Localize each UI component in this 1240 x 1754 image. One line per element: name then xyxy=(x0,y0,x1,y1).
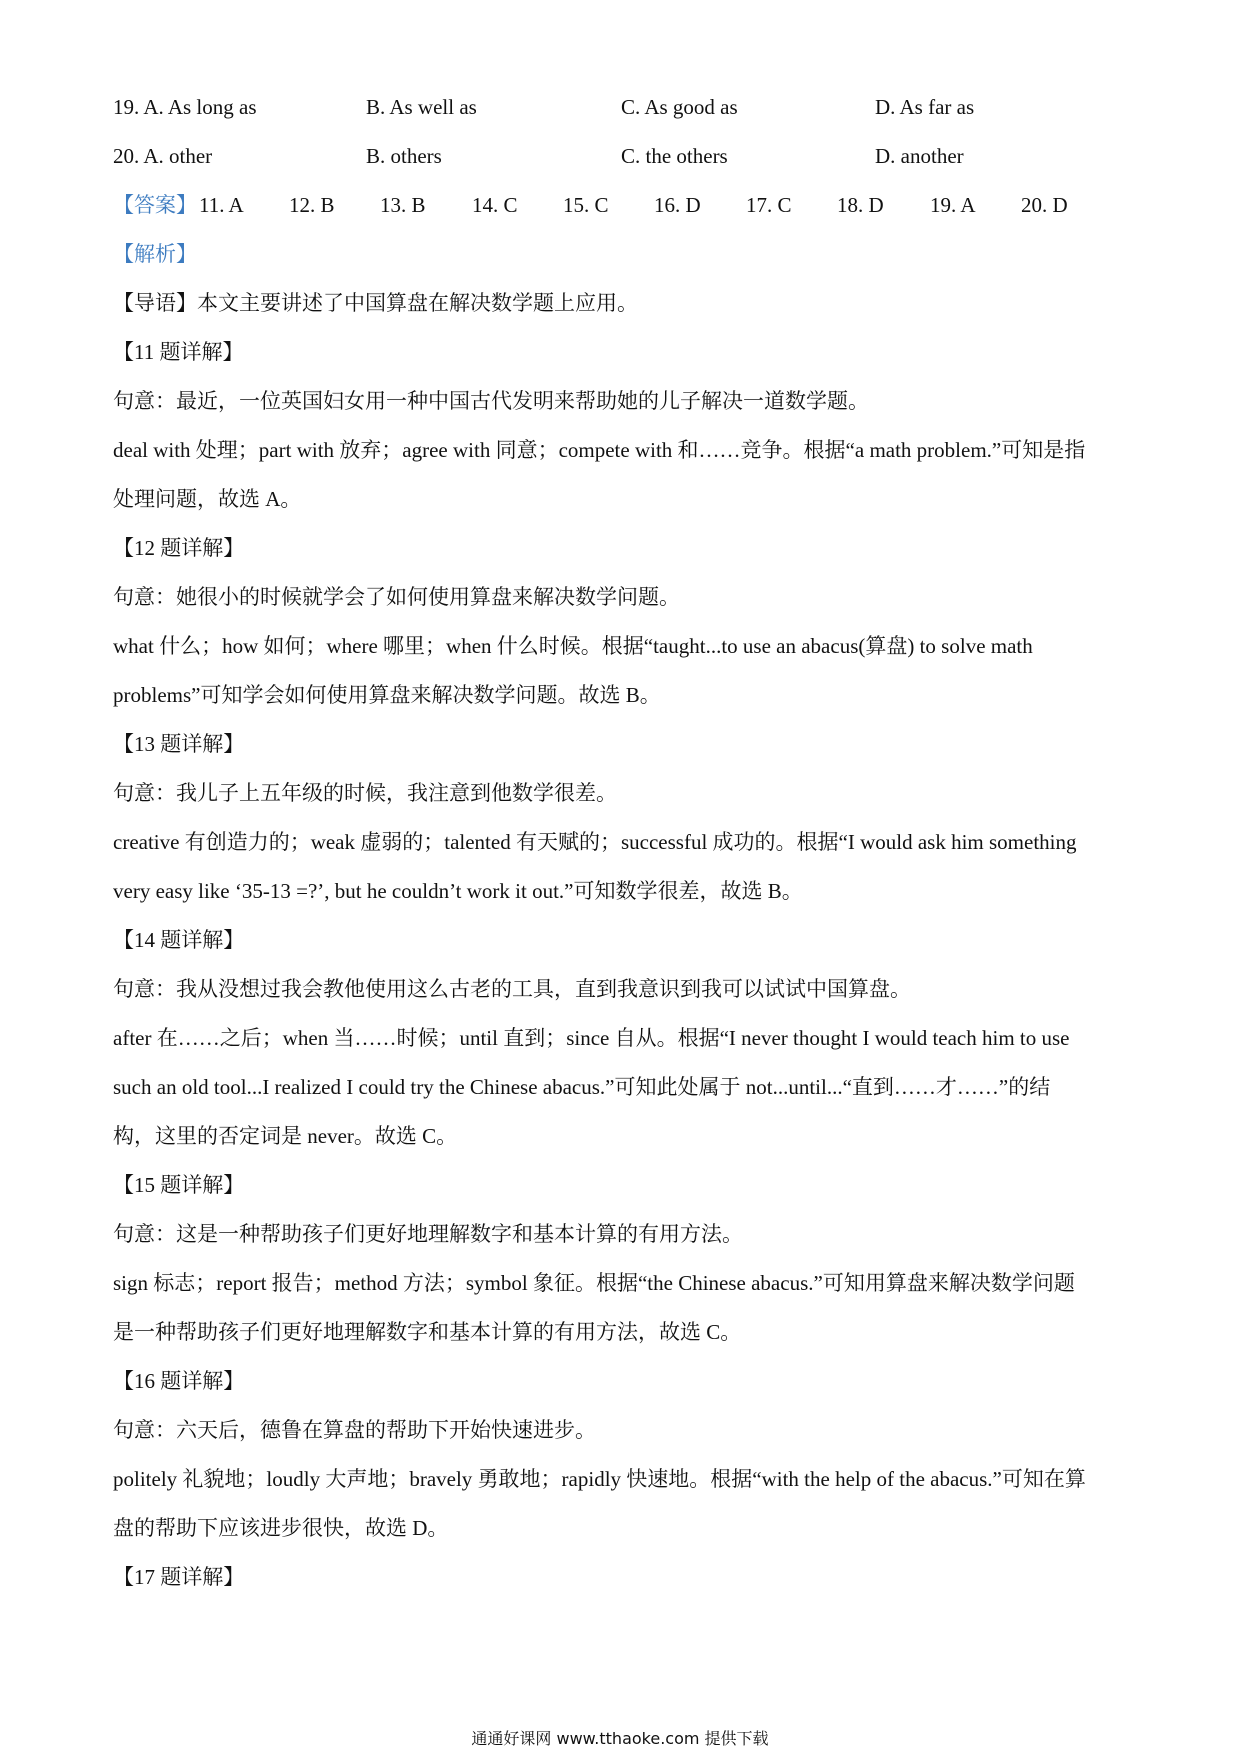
q13-title: 【13 题详解】 xyxy=(113,732,245,756)
q16-title: 【16 题详解】 xyxy=(113,1369,245,1393)
q17-title: 【17 题详解】 xyxy=(113,1565,245,1589)
q13-explanation-line: very easy like ‘35-13 =?’, but he couldn’t work it out.”可知数学很差，故选 B。 xyxy=(113,879,803,903)
q15-explanation-line: 是一种帮助孩子们更好地理解数字和基本计算的有用方法，故选 C。 xyxy=(113,1320,742,1344)
option-19-a: 19. A. As long as xyxy=(113,95,257,119)
intro-paragraph: 【导语】本文主要讲述了中国算盘在解决数学题上应用。 xyxy=(113,291,638,315)
q16-explanation-line: politely 礼貌地；loudly 大声地；bravely 勇敢地；rapidly 快速地。根据“with the help of the abacus.”可知在算 xyxy=(113,1467,1086,1491)
answer-item: 11. A xyxy=(199,193,244,217)
answer-item: 13. B xyxy=(380,193,426,217)
q16-explanation-line: 盘的帮助下应该进步很快，故选 D。 xyxy=(113,1516,449,1540)
option-20-c: C. the others xyxy=(621,144,728,168)
q11-meaning: 句意：最近，一位英国妇女用一种中国古代发明来帮助她的儿子解决一道数学题。 xyxy=(113,389,869,413)
q12-explanation-line: problems”可知学会如何使用算盘来解决数学问题。故选 B。 xyxy=(113,683,661,707)
q12-explanation-line: what 什么；how 如何；where 哪里；when 什么时候。根据“taught...to use an abacus(算盘) to solve math xyxy=(113,634,1033,658)
page-footer: 通通好课网 www.tthaoke.com 提供下载 xyxy=(471,1729,769,1748)
option-19-b: B. As well as xyxy=(366,95,477,119)
q15-meaning: 句意：这是一种帮助孩子们更好地理解数字和基本计算的有用方法。 xyxy=(113,1222,743,1246)
q16-meaning: 句意：六天后，德鲁在算盘的帮助下开始快速进步。 xyxy=(113,1418,596,1442)
option-20-d: D. another xyxy=(875,144,964,168)
answer-item: 20. D xyxy=(1021,193,1068,217)
q14-title: 【14 题详解】 xyxy=(113,928,245,952)
answer-label: 【答案】 xyxy=(113,193,197,217)
q13-explanation-line: creative 有创造力的；weak 虚弱的；talented 有天赋的；successful 成功的。根据“I would ask him something xyxy=(113,830,1077,854)
q11-title: 【11 题详解】 xyxy=(113,340,244,364)
answer-item: 17. C xyxy=(746,193,792,217)
answer-item: 16. D xyxy=(654,193,701,217)
q12-meaning: 句意：她很小的时候就学会了如何使用算盘来解决数学问题。 xyxy=(113,585,680,609)
answer-item: 12. B xyxy=(289,193,335,217)
q14-meaning: 句意：我从没想过我会教他使用这么古老的工具，直到我意识到我可以试试中国算盘。 xyxy=(113,977,911,1001)
answer-item: 19. A xyxy=(930,193,976,217)
q14-explanation-line: such an old tool...I realized I could try the Chinese abacus.”可知此处属于 not...until...“直到……才……”的结 xyxy=(113,1075,1051,1099)
q12-title: 【12 题详解】 xyxy=(113,536,245,560)
answer-item: 14. C xyxy=(472,193,518,217)
answer-item: 18. D xyxy=(837,193,884,217)
q14-explanation-line: after 在……之后；when 当……时候；until 直到；since 自从。根据“I never thought I would teach him to use xyxy=(113,1026,1070,1050)
q11-explanation-line: deal with 处理；part with 放弃；agree with 同意；compete with 和……竞争。根据“a math problem.”可知是指 xyxy=(113,438,1086,462)
answer-item: 15. C xyxy=(563,193,609,217)
option-20-b: B. others xyxy=(366,144,442,168)
option-19-d: D. As far as xyxy=(875,95,975,119)
q15-explanation-line: sign 标志；report 报告；method 方法；symbol 象征。根据“the Chinese abacus.”可知用算盘来解决数学问题 xyxy=(113,1271,1075,1295)
analysis-heading xyxy=(113,239,1133,269)
q15-title: 【15 题详解】 xyxy=(113,1173,245,1197)
q14-explanation-line: 构，这里的否定词是 never。故选 C。 xyxy=(113,1124,458,1148)
option-19-c: C. As good as xyxy=(621,95,738,119)
option-20-a: 20. A. other xyxy=(113,144,213,168)
analysis-label: 【解析】 xyxy=(113,242,197,266)
q11-explanation-line: 处理问题，故选 A。 xyxy=(113,487,302,511)
q13-meaning: 句意：我儿子上五年级的时候，我注意到他数学很差。 xyxy=(113,781,617,805)
